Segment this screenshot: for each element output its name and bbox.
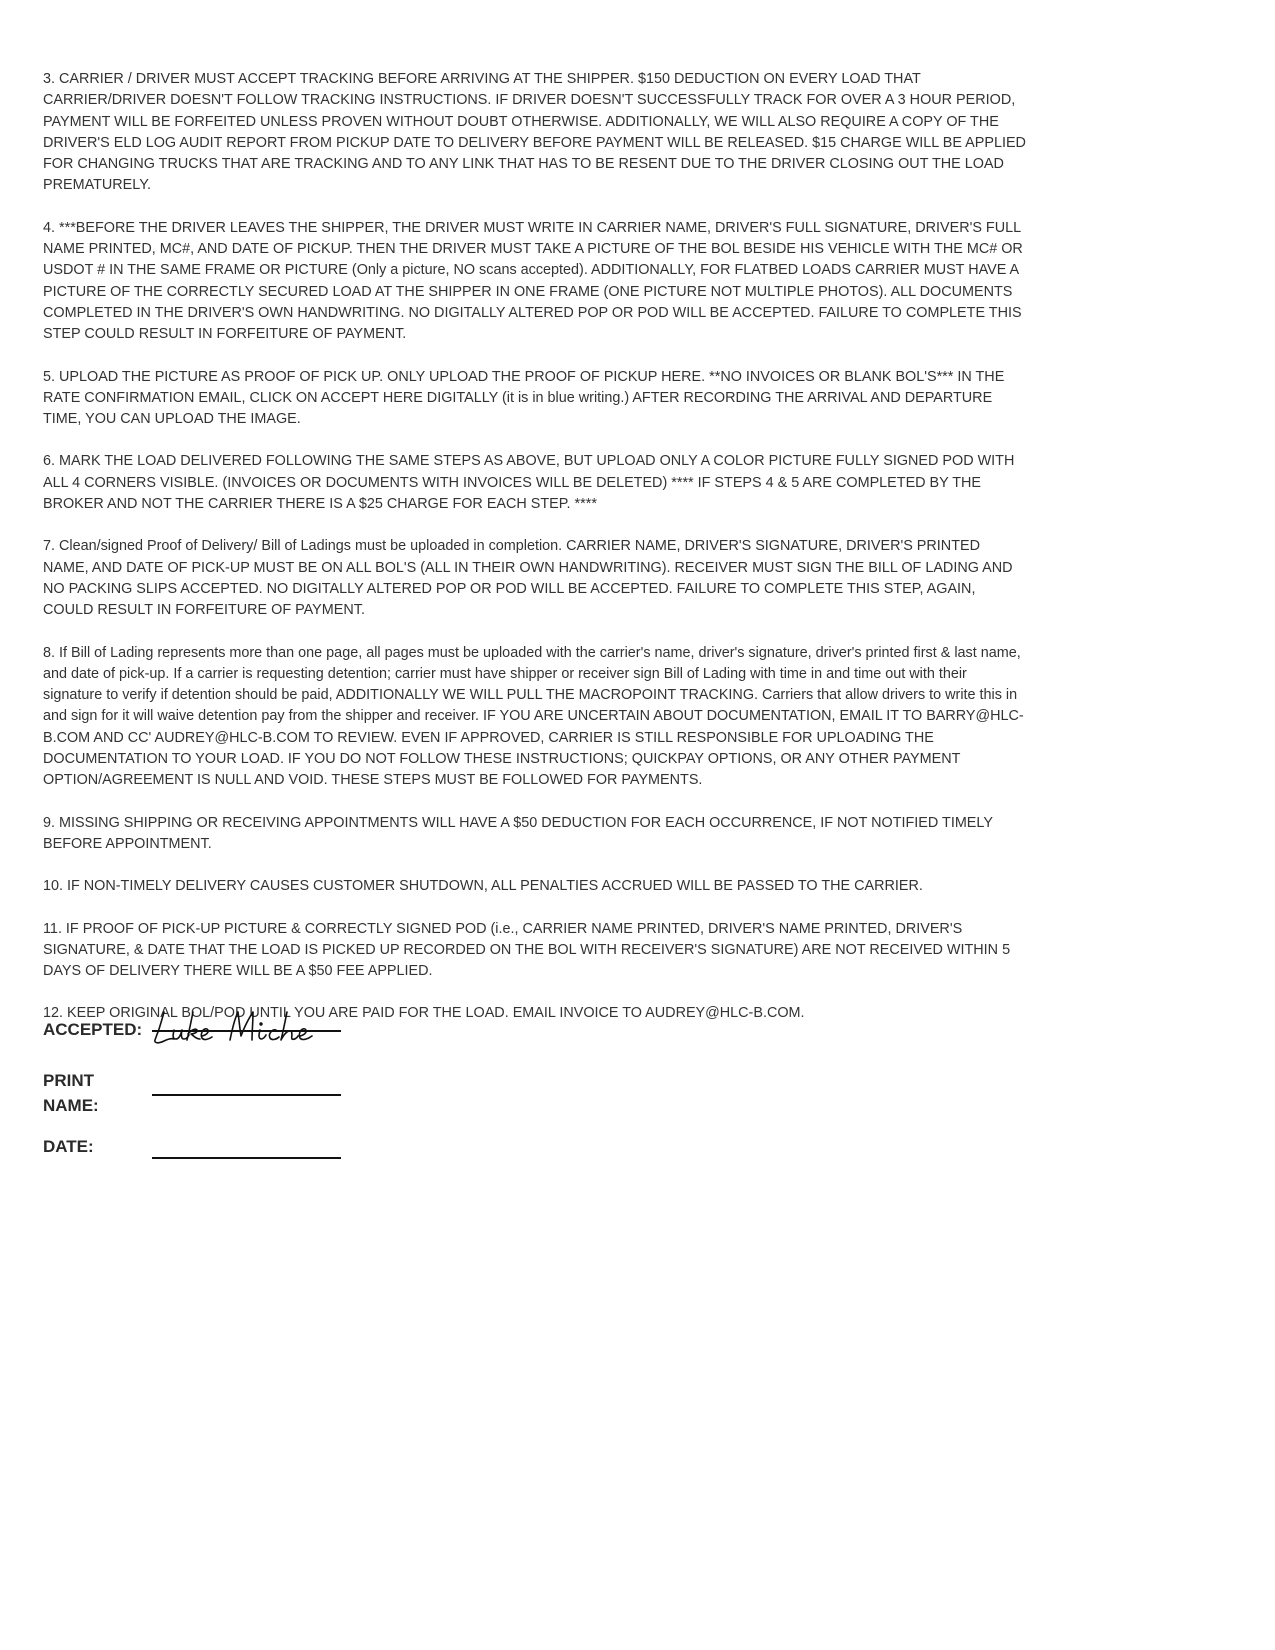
date-label: DATE: <box>43 1137 94 1156</box>
accepted-signature-line <box>152 1030 341 1032</box>
clause-4: 4. ***BEFORE THE DRIVER LEAVES THE SHIPPER, THE DRIVER MUST WRITE IN CARRIER NAME, DRIVER'S FULL SIGNATURE, DRIVER'S FULL NAME PRINTED, MC#, AND DATE OF PICKUP. THEN THE DRIVER MUST TAKE A PICTURE OF THE BOL BESIDE HIS VEHICLE WITH THE MC# OR USDOT # IN THE SAME FRAME OR PICTURE (Only a picture, NO scans accepted). ADDITIONALLY, FOR FLATBED LOADS CARRIER MUST HAVE A PICTURE OF THE CORRECTLY SECURED LOAD AT THE SHIPPER IN ONE FRAME (ONE PICTURE NOT MULTIPLE PHOTOS). ALL DOCUMENTS COMPLETED IN THE DRIVER'S OWN HANDWRITING. NO DIGITALLY ALTERED POP OR POD WILL BE ACCEPTED. FAILURE TO COMPLETE THIS STEP COULD RESULT IN FORFEITURE OF PAYMENT. <box>43 219 1023 343</box>
print-name-line <box>152 1094 341 1096</box>
handwritten-signature <box>150 1006 350 1052</box>
clause-11: 11. IF PROOF OF PICK-UP PICTURE & CORRECTLY SIGNED POD (i.e., CARRIER NAME PRINTED, DRIVER'S NAME PRINTED, DRIVER'S SIGNATURE, & DATE THAT THE LOAD IS PICKED UP RECORDED ON THE BOL WITH RECEIVER'S SIGNATURE) ARE NOT RECEIVED WITHIN 5 DAYS OF DELIVERY THERE WILL BE A $50 FEE APPLIED. <box>43 920 1011 980</box>
accepted-label: ACCEPTED: <box>43 1020 143 1039</box>
clause-12: 12. KEEP ORIGINAL BOL/POD UNTIL YOU ARE PAID FOR THE LOAD. EMAIL INVOICE TO AUDREY@HLC-B.COM. <box>43 1005 805 1022</box>
print-name-label-line1: PRINT <box>43 1071 94 1090</box>
clause-5: 5. UPLOAD THE PICTURE AS PROOF OF PICK UP. ONLY UPLOAD THE PROOF OF PICKUP HERE. **NO INVOICES OR BLANK BOL'S*** IN THE RATE CONFIRMATION EMAIL, CLICK ON ACCEPT HERE DIGITALLY (it is in blue writing.) AFTER RECORDING THE ARRIVAL AND DEPARTURE TIME, YOU CAN UPLOAD THE IMAGE. <box>43 368 1005 428</box>
print-name-label-line2: NAME: <box>43 1096 99 1115</box>
clause-3: 3. CARRIER / DRIVER MUST ACCEPT TRACKING BEFORE ARRIVING AT THE SHIPPER. $150 DEDUCTION ON EVERY LOAD THAT CARRIER/DRIVER DOESN'T FOLLOW TRACKING INSTRUCTIONS. IF DRIVER DOESN'T SUCCESSFULLY TRACK FOR OVER A 3 HOUR PERIOD, PAYMENT WILL BE FORFEITED UNLESS PROVEN WITHOUT DOUBT OTHERWISE. ADDITIONALLY, WE WILL ALSO REQUIRE A COPY OF THE DRIVER'S ELD LOG AUDIT REPORT FROM PICKUP DATE TO DELIVERY BEFORE PAYMENT WILL BE RELEASED. $15 CHARGE WILL BE APPLIED FOR CHANGING TRUCKS THAT ARE TRACKING AND TO ANY LINK THAT HAS TO BE RESENT DUE TO THE DRIVER CLOSING OUT THE LOAD PREMATURELY. <box>43 71 1026 194</box>
date-line <box>152 1157 341 1159</box>
clause-6: 6. MARK THE LOAD DELIVERED FOLLOWING THE SAME STEPS AS ABOVE, BUT UPLOAD ONLY A COLOR PICTURE FULLY SIGNED POD WITH ALL 4 CORNERS VISIBLE. (INVOICES OR DOCUMENTS WITH INVOICES WILL BE DELETED) **** IF STEPS 4 & 5 ARE COMPLETED BY THE BROKER AND NOT THE CARRIER THERE IS A $25 CHARGE FOR EACH STEP. **** <box>43 453 1015 513</box>
terms-document <box>43 69 1028 1046</box>
clause-7: 7. Clean/signed Proof of Delivery/ Bill of Ladings must be uploaded in completion. CARRIER NAME, DRIVER'S SIGNATURE, DRIVER'S PRINTED NAME, AND DATE OF PICK-UP MUST BE ON ALL BOL'S (ALL IN THEIR OWN HANDWRITING). RECEIVER MUST SIGN THE BILL OF LADING AND NO PACKING SLIPS ACCEPTED. NO DIGITALLY ALTERED POP OR POD WILL BE ACCEPTED. FAILURE TO COMPLETE THIS STEP, AGAIN, COULD RESULT IN FORFEITURE OF PAYMENT. <box>43 538 1013 619</box>
signature-block <box>43 1020 443 1230</box>
clause-9: 9. MISSING SHIPPING OR RECEIVING APPOINTMENTS WILL HAVE A $50 DEDUCTION FOR EACH OCCURRENCE, IF NOT NOTIFIED TIMELY BEFORE APPOINTMENT. <box>43 814 993 852</box>
clause-8: 8. If Bill of Lading represents more than one page, all pages must be uploaded with the carrier's name, driver's signature, driver's printed first & last name, and date of pick-up. If a carrier is requesting detention; carrier must have shipper or receiver sign Bill of Lading with time in and time out with their signature to verify if detention should be paid, ADDITIONALLY WE WILL PULL THE MACROPOINT TRACKING. Carriers that allow drivers to write this in and sign for it will waive detention pay from the shipper and receiver. IF YOU ARE UNCERTAIN ABOUT DOCUMENTATION, EMAIL IT TO BARRY@HLC-B.COM AND CC' AUDREY@HLC-B.COM TO REVIEW. EVEN IF APPROVED, CARRIER IS STILL RESPONSIBLE FOR UPLOADING THE DOCUMENTATION TO YOUR LOAD. IF YOU DO NOT FOLLOW THESE INSTRUCTIONS; QUICKPAY OPTIONS, OR ANY OTHER PAYMENT OPTION/AGREEMENT IS NULL AND VOID. THESE STEPS MUST BE FOLLOWED FOR PAYMENTS. <box>43 644 1024 789</box>
clause-10: 10. IF NON-TIMELY DELIVERY CAUSES CUSTOMER SHUTDOWN, ALL PENALTIES ACCRUED WILL BE PASSED TO THE CARRIER. <box>43 878 923 895</box>
